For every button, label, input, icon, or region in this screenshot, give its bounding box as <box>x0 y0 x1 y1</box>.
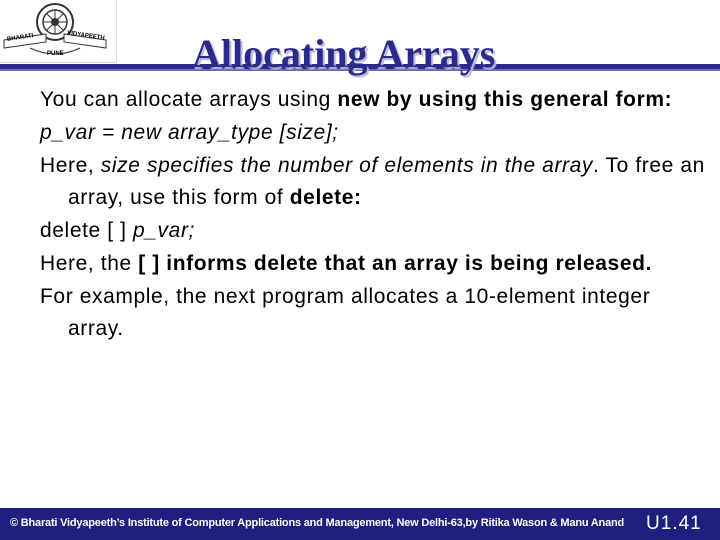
paragraph-allocate <box>40 84 708 116</box>
paragraph-syntax-delete <box>40 215 708 247</box>
logo-text-left: BHARATI <box>6 33 34 43</box>
slide-body <box>40 84 708 346</box>
text-span: delete [ ] <box>40 219 133 242</box>
paragraph-brackets <box>40 248 708 280</box>
text-span: Here, <box>40 154 101 177</box>
institute-logo <box>0 0 117 63</box>
page-number: U1.41 <box>646 513 702 534</box>
paragraph-example: For example, the next program allocates a 10-element integer array. <box>40 285 651 340</box>
bold-text: new by using this general form: <box>337 88 673 111</box>
paragraph-syntax-new: p_var = new array_type [size]; <box>40 121 339 144</box>
footer-bar <box>0 508 720 540</box>
paragraph-size-delete <box>40 150 708 214</box>
italic-text: p_var; <box>133 219 195 242</box>
text-span: . To free an array, use this form of <box>68 154 705 209</box>
footer-copyright: © Bharati Vidyapeeth’s Institute of Computer Applications and Management, New Delhi-63,by Ritika Wason & Manu Anand <box>10 517 625 529</box>
logo-text-right: VIDYAPEETH <box>66 30 106 42</box>
text-span: Here, the <box>40 252 139 275</box>
bold-text: delete: <box>289 186 362 209</box>
italic-text: size specifies the number of elements in the array <box>100 154 594 177</box>
slide-title: Allocating Arrays <box>192 31 496 76</box>
logo-text-bottom: PUNE <box>47 51 64 57</box>
text-span: You can allocate arrays using <box>40 88 338 111</box>
bold-text: [ ] informs delete that an array is being released. <box>138 252 652 275</box>
